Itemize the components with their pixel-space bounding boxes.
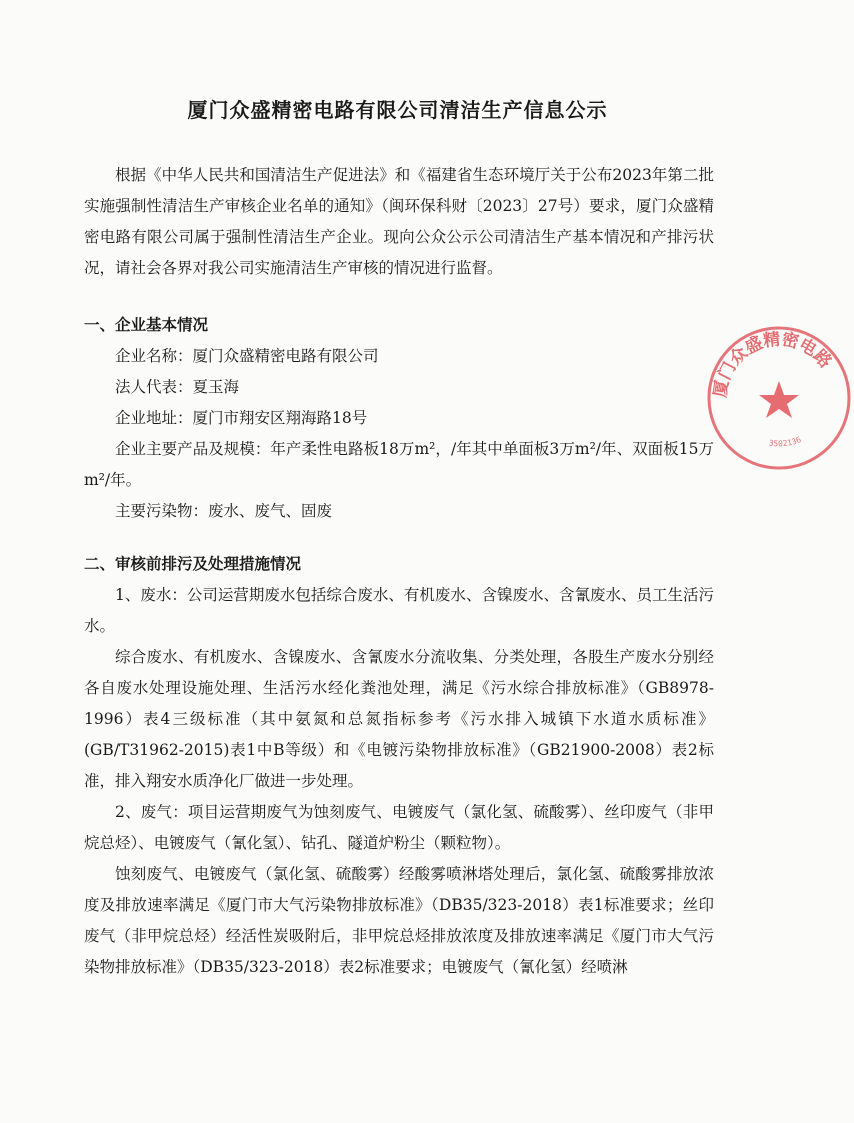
- section2-heading: 二、审核前排污及处理措施情况: [84, 555, 302, 573]
- section1-heading: 一、企业基本情况: [84, 316, 209, 334]
- exhaust-detail: 蚀刻废气、电镀废气（氯化氢、硫酸雾）经酸雾喷淋塔处理后，氯化氢、硫酸雾排放浓度及排放速率满足《厦门市大气污染物排放标准》（DB35/323-2018）表1标准要求；丝印废气（非甲烷总烃）经活性炭吸附后，非甲烷总烃排放浓度及排放速率满足《厦门市大气污染物排放标准》（DB35/323-2018）表2标准要求；电镀废气（氰化氢）经喷淋: [84, 865, 714, 976]
- company-seal-stamp: [704, 323, 854, 473]
- company-address: 企业地址：厦门市翔安区翔海路18号: [115, 409, 368, 427]
- seal-number: 3502136: [768, 435, 803, 449]
- intro-paragraph: 根据《中华人民共和国清洁生产促进法》和《福建省生态环境厅关于公布2023年第二批实施强制性清洁生产审核企业名单的通知》（闽环保科财〔2023〕27号）要求，厦门众盛精密电路有限公司属于强制性清洁生产企业。现向公众公示公司清洁生产基本情况和产排污状况，请社会各界对我公司实施清洁生产审核的情况进行监督。: [84, 166, 714, 277]
- wastewater-detail: 综合废水、有机废水、含镍废水、含氰废水分流收集、分类处理，各股生产废水分别经各自废水处理设施处理、生活污水经化粪池处理，满足《污水综合排放标准》（GB8978-1996）表4三级标准（其中氨氮和总氮指标参考《污水排入城镇下水道水质标准》(GB/T31962-2015)表1中B等级）和《电镀污染物排放标准》（GB21900-2008）表2标准，排入翔安水质净化厂做进一步处理。: [84, 648, 714, 790]
- document-title: 厦门众盛精密电路有限公司清洁生产信息公示: [187, 98, 608, 122]
- products-scale: 企业主要产品及规模：年产柔性电路板18万m²，/年其中单面板3万m²/年、双面板15万m²/年。: [84, 440, 714, 489]
- svg-text:3502136: [768, 435, 802, 448]
- wastewater-intro: 1、废水：公司运营期废水包括综合废水、有机废水、含镍废水、含氰废水、员工生活污水。: [84, 586, 714, 635]
- seal-text: 厦门众盛精密电路: [710, 329, 836, 399]
- document-body: [84, 160, 714, 983]
- main-pollutants: 主要污染物：废水、废气、固废: [115, 502, 333, 520]
- exhaust-intro: 2、废气：项目运营期废气为蚀刻废气、电镀废气（氯化氢、硫酸雾）、丝印废气（非甲烷总烃）、电镀废气（氰化氢）、钻孔、隧道炉粉尘（颗粒物）。: [84, 803, 714, 852]
- legal-representative: 法人代表：夏玉海: [115, 378, 240, 396]
- company-name: 企业名称：厦门众盛精密电路有限公司: [115, 347, 379, 365]
